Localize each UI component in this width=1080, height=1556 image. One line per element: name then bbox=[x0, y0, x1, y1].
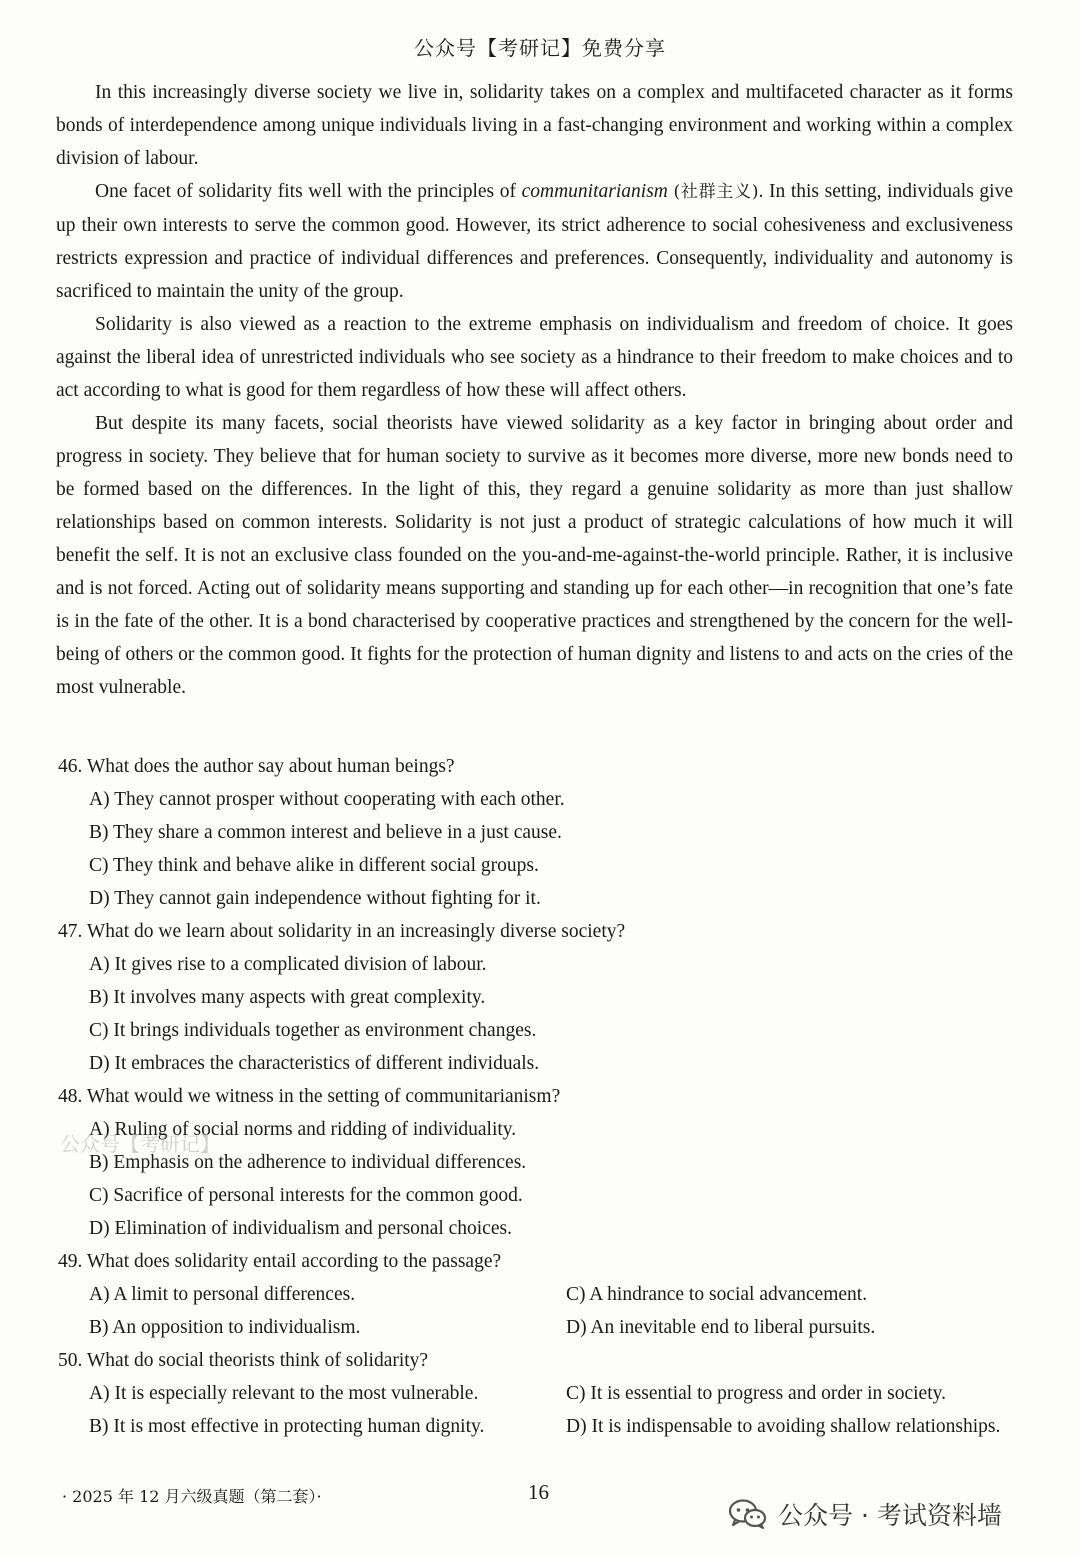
wechat-icon bbox=[728, 1498, 768, 1530]
option-b[interactable]: B) It involves many aspects with great complexity. bbox=[89, 987, 486, 1008]
watermark-text: 公众号 · 考试资料墙 bbox=[778, 1501, 1002, 1530]
wechat-watermark bbox=[728, 1496, 1002, 1532]
option-a[interactable]: A) It gives rise to a complicated division of labour. bbox=[89, 954, 487, 975]
reading-passage bbox=[56, 76, 1013, 704]
question-46 bbox=[58, 750, 1018, 915]
option-d[interactable]: D) It is indispensable to avoiding shallow relationships. bbox=[566, 1416, 1001, 1437]
p2-before: One facet of solidarity fits well with the principles of bbox=[95, 181, 522, 202]
question-stem: 47. What do we learn about solidarity in an increasingly diverse society? bbox=[58, 921, 626, 942]
question-list bbox=[58, 750, 1018, 1443]
exam-label: · 2025 年 12 月六级真题（第二套）· bbox=[62, 1487, 322, 1506]
option-c[interactable]: C) They think and behave alike in different social groups. bbox=[89, 855, 539, 876]
page-number: 16 bbox=[528, 1480, 549, 1504]
communitarianism-term: communitarianism bbox=[521, 181, 668, 202]
option-b[interactable]: B) It is most effective in protecting human dignity. bbox=[89, 1416, 485, 1437]
option-b[interactable]: B) An opposition to individualism. bbox=[89, 1317, 361, 1338]
question-stem: 46. What does the author say about human beings? bbox=[58, 756, 455, 777]
option-c[interactable]: C) A hindrance to social advancement. bbox=[566, 1284, 868, 1305]
passage-paragraph-2 bbox=[56, 175, 1013, 308]
option-d[interactable]: D) They cannot gain independence without fighting for it. bbox=[89, 888, 541, 909]
faint-watermark: 公众号【考研记】 bbox=[60, 1132, 220, 1156]
option-c[interactable]: C) It brings individuals together as environment changes. bbox=[89, 1020, 537, 1041]
p2-after: . In this setting, individuals give up their own interests to serve the common good. However, its strict adherence to social cohesiveness and exclusiveness restricts expression and practice of individual differences and preferences. Consequently, individuality and autonomy is sacrificed to maintain the unity of the group. bbox=[56, 181, 1013, 302]
question-stem: 50. What do social theorists think of solidarity? bbox=[58, 1350, 429, 1371]
question-48 bbox=[58, 1080, 1018, 1245]
passage-paragraph-1: In this increasingly diverse society we live in, solidarity takes on a complex and multifaceted character as it forms bonds of interdependence among unique individuals living in a fast-changing environment and working within a complex division of labour. bbox=[56, 82, 1013, 169]
question-stem: 49. What does solidarity entail according to the passage? bbox=[58, 1251, 502, 1272]
passage-paragraph-3: Solidarity is also viewed as a reaction to the extreme emphasis on individualism and freedom of choice. It goes against the liberal idea of unrestricted individuals who see society as a hindrance to their freedom to make choices and to act according to what is good for them regardless of how these will affect others. bbox=[56, 314, 1013, 401]
question-50 bbox=[58, 1344, 1018, 1443]
question-49 bbox=[58, 1245, 1018, 1344]
option-a[interactable]: A) A limit to personal differences. bbox=[89, 1284, 356, 1305]
passage-paragraph-4: But despite its many facets, social theorists have viewed solidarity as a key factor in bringing about order and progress in society. They believe that for human society to survive as it becomes more diverse, more new bonds need to be formed based on the differences. In the light of this, they regard a genuine solidarity as more than just shallow relationships based on common interests. Solidarity is not just a product of strategic calculations of how much it will benefit the self. It is not an exclusive class founded on the you-and-me-against-the-world principle. Rather, it is inclusive and is not forced. Acting out of solidarity means supporting and standing up for each other—in recognition that one’s fate is in the fate of the other. It is a bond characterised by cooperative practices and strengthened by the concern for the well-being of others or the common good. It fights for the protection of human dignity and listens to and acts on the cries of the most vulnerable. bbox=[56, 413, 1013, 698]
option-b[interactable]: B) They share a common interest and believe in a just cause. bbox=[89, 822, 562, 843]
option-c[interactable]: C) It is essential to progress and order in society. bbox=[566, 1383, 946, 1404]
option-c[interactable]: C) Sacrifice of personal interests for the common good. bbox=[89, 1185, 523, 1206]
question-47 bbox=[58, 915, 1018, 1080]
option-b[interactable]: B) Emphasis on the adherence to individual differences. bbox=[89, 1152, 527, 1173]
option-d[interactable]: D) An inevitable end to liberal pursuits. bbox=[566, 1317, 876, 1338]
page-header: 公众号【考研记】免费分享 bbox=[414, 36, 666, 60]
option-d[interactable]: D) It embraces the characteristics of different individuals. bbox=[89, 1053, 540, 1074]
chinese-gloss: (社群主义) bbox=[673, 182, 759, 202]
option-a[interactable]: A) Ruling of social norms and ridding of individuality. bbox=[89, 1119, 517, 1140]
option-d[interactable]: D) Elimination of individualism and personal choices. bbox=[89, 1218, 512, 1239]
option-a[interactable]: A) It is especially relevant to the most vulnerable. bbox=[89, 1383, 479, 1404]
option-a[interactable]: A) They cannot prosper without cooperating with each other. bbox=[89, 789, 565, 810]
question-stem: 48. What would we witness in the setting of communitarianism? bbox=[58, 1086, 561, 1107]
